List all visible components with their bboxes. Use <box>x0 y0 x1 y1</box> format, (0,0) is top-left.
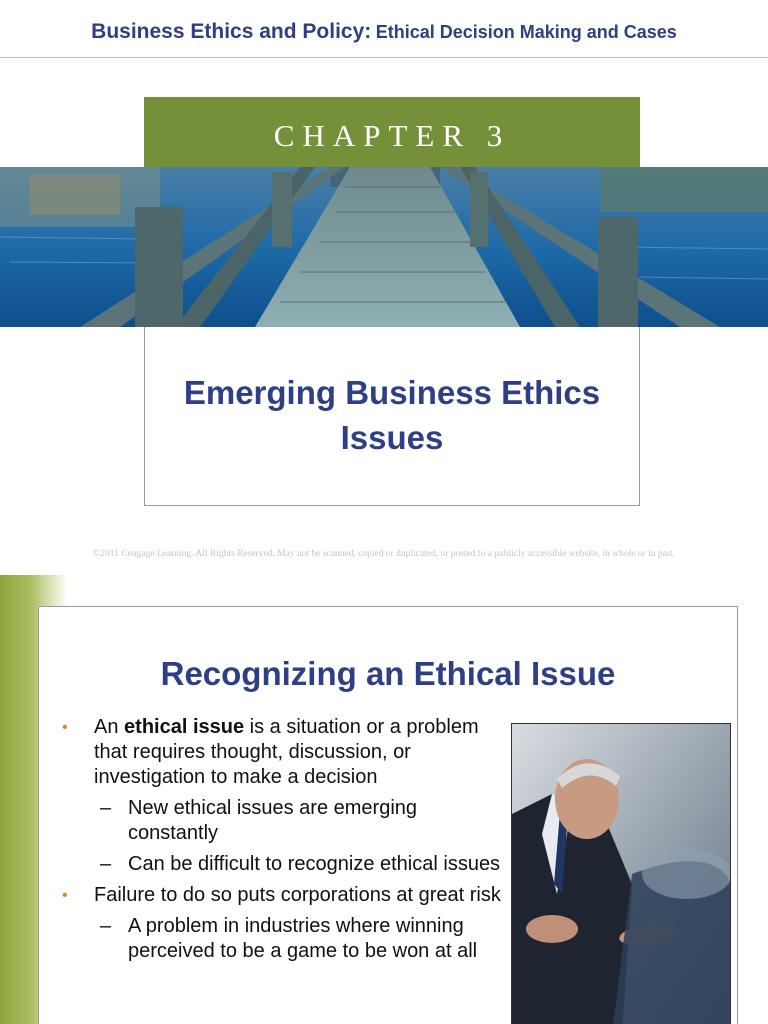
bullet-text-pre: An <box>94 716 125 738</box>
slide-2-title: Recognizing an Ethical Issue <box>160 655 616 692</box>
header-course-title: Business Ethics and Policy: <box>91 20 372 43</box>
bullet-marker: • <box>62 719 68 736</box>
bullet-text-post: is a situation or a problem that requires thought, discussion, or investigation to make a decision <box>94 716 479 788</box>
sub-bullet-marker: – <box>100 915 112 937</box>
sub-bullet-marker: – <box>100 797 112 819</box>
bullet-list <box>62 715 502 970</box>
chapter-label: CHAPTER 3 <box>144 97 640 167</box>
sub-bullet-text: New ethical issues are emerging constantly <box>128 797 418 844</box>
bullet-text: Failure to do so puts corporations at great risk <box>94 884 501 906</box>
bullet-text-bold: ethical issue <box>124 716 245 738</box>
chapter-title-line-1: Emerging Business Ethics <box>183 374 601 411</box>
sub-bullet-marker: – <box>100 853 112 875</box>
sub-bullet-text: A problem in industries where winning perceived to be a game to be won at all <box>128 915 478 962</box>
chapter-title-line-2: Issues <box>340 419 444 456</box>
sub-bullet-item <box>62 796 502 846</box>
sub-bullet-item <box>62 914 502 964</box>
header-course-subtitle: Ethical Decision Making and Cases <box>375 22 677 42</box>
bridge-lake-image <box>0 167 768 327</box>
bullet-marker: • <box>62 887 68 904</box>
bridge-lake-photo <box>0 167 768 327</box>
bullet-item <box>62 883 502 908</box>
slide-header <box>0 0 768 58</box>
businessman-image <box>512 724 731 1024</box>
copyright-notice: ©2011 Cengage Learning. All Rights Reserved. May not be scanned, copied or duplicated, or posted to a publicly accessible website, in whole or in part. <box>93 549 675 559</box>
bullet-item <box>62 715 502 790</box>
sub-bullet-item <box>62 852 502 877</box>
chapter-title <box>144 370 640 460</box>
sub-bullet-text: Can be difficult to recognize ethical issues <box>128 853 501 875</box>
businessman-photo <box>511 723 731 1024</box>
slide-2 <box>0 575 768 1024</box>
